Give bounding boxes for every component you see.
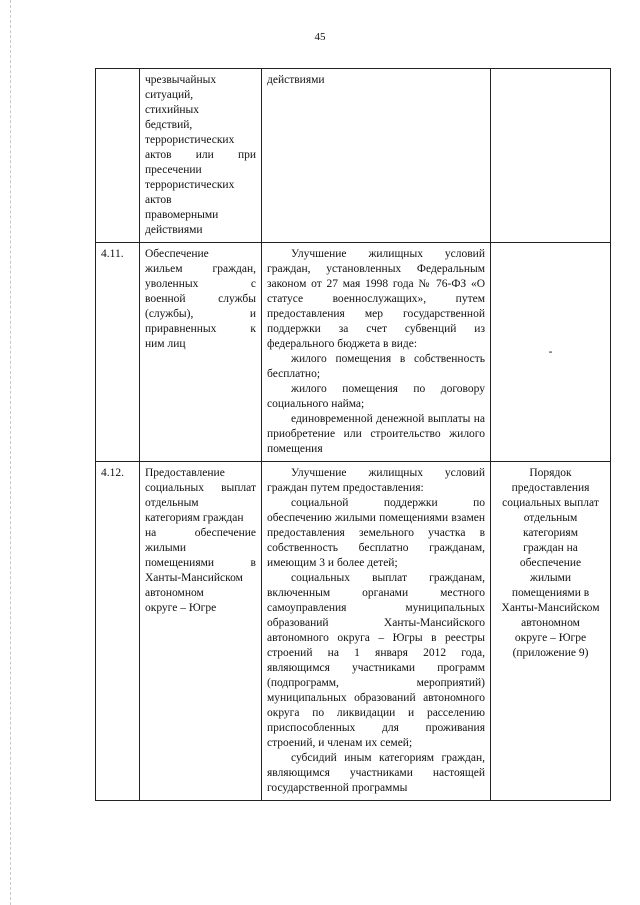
content-paragraph: жилого помещения по договору социального найма;: [267, 383, 485, 410]
activity-line: помещениями в: [145, 557, 256, 569]
activity-line: жильем граждан,: [145, 263, 256, 275]
table-row: [96, 243, 611, 462]
activity-line: стихийных: [145, 104, 199, 116]
activity-line: приравненных к: [145, 323, 256, 335]
document-line: граждан на: [523, 542, 578, 554]
activity-line: уволенных с: [145, 278, 256, 290]
content-cell: [262, 462, 491, 801]
activity-line: на обеспечение: [145, 527, 256, 539]
activity-line: террористических: [145, 179, 235, 191]
document-line: округе – Югре: [514, 632, 587, 644]
activity-line: (службы), и: [145, 308, 256, 320]
content-paragraph: Улучшение жилищных условий граждан путем предоставления:: [267, 467, 485, 494]
row-number-cell: 4.12.: [96, 462, 140, 801]
page-number: 45: [314, 31, 326, 43]
activity-cell: [140, 462, 262, 801]
document-line: категориям: [522, 527, 578, 539]
content-cell: [262, 69, 491, 243]
activity-cell: [140, 69, 262, 243]
content-paragraph: Улучшение жилищных условий граждан, установленных Федеральным законом от 27 мая 1998 года № 76-ФЗ «О статусе военнослужащих», путем предоставления мер государственной поддержки за счет субвенций из федерального бюджета в виде:: [267, 248, 485, 350]
activity-line: автономном: [145, 587, 204, 599]
content-paragraph: социальных выплат гражданам, включенным органами местного самоуправления муниципальных образований Ханты-Мансийского автономного округа – Югры в реестры строений на 1 января 2012 года, являющимся участниками программ (подпрограмм, мероприятий) муниципальных образований автономного округа по ликвидации и расселению приспособленных для проживания строений, и членам их семей;: [267, 572, 485, 749]
content-paragraph: социальной поддержки по обеспечению жилыми помещениями взамен предоставления земельного участка в собственность бесплатно гражданам, имеющим 3 и более детей;: [267, 497, 485, 569]
activity-line: ним лиц: [145, 338, 186, 350]
activity-line: социальных выплат: [145, 482, 256, 494]
table-row: [96, 462, 611, 801]
document-cell: [491, 462, 611, 801]
content-paragraph: действиями: [267, 74, 325, 86]
program-table: [95, 68, 611, 801]
document-line: (приложение 9): [512, 647, 589, 659]
document-cell: [491, 69, 611, 243]
activity-line: жилыми: [145, 542, 186, 554]
content-paragraph: субсидий иным категориям граждан, являющимся участниками настоящей государственной программы: [267, 752, 485, 794]
activity-line: чрезвычайных: [145, 74, 217, 86]
content-paragraph: жилого помещения в собственность бесплатно;: [267, 353, 485, 380]
scan-margin-line: [10, 0, 11, 905]
document-line: жилыми: [530, 572, 571, 584]
document-line: помещениями в: [511, 587, 590, 599]
activity-line: Обеспечение: [145, 248, 209, 260]
activity-line: актов: [145, 194, 172, 206]
content-paragraph: единовременной денежной выплаты на приобретение или строительство жилого помещения: [267, 413, 485, 455]
document-line: социальных выплат: [502, 497, 599, 509]
document-line: отдельным: [523, 512, 578, 524]
activity-line: категориям граждан: [145, 512, 244, 524]
table-row: [96, 69, 611, 243]
activity-line: бедствий,: [145, 119, 193, 131]
activity-line: Ханты-Мансийском: [145, 572, 243, 584]
activity-line: ситуаций,: [145, 89, 194, 101]
activity-line: действиями: [145, 224, 203, 236]
activity-line: военной службы: [145, 293, 256, 305]
activity-line: правомерными: [145, 209, 219, 221]
activity-line: пресечении: [145, 164, 202, 176]
activity-cell: [140, 243, 262, 462]
activity-line: актов или при: [145, 149, 256, 161]
document-line: Порядок: [529, 467, 572, 479]
row-number-cell: 4.11.: [96, 243, 140, 462]
document-cell: -: [491, 243, 611, 462]
document-line: автономном: [521, 617, 580, 629]
content-cell: [262, 243, 491, 462]
document-line: предоставления: [511, 482, 590, 494]
activity-line: Предоставление: [145, 467, 225, 479]
document-line: Ханты-Мансийском: [501, 602, 600, 614]
activity-line: отдельным: [145, 497, 199, 509]
row-number-cell: [96, 69, 140, 243]
document-line: обеспечение: [519, 557, 582, 569]
activity-line: террористических: [145, 134, 235, 146]
activity-line: округе – Югре: [145, 602, 217, 614]
